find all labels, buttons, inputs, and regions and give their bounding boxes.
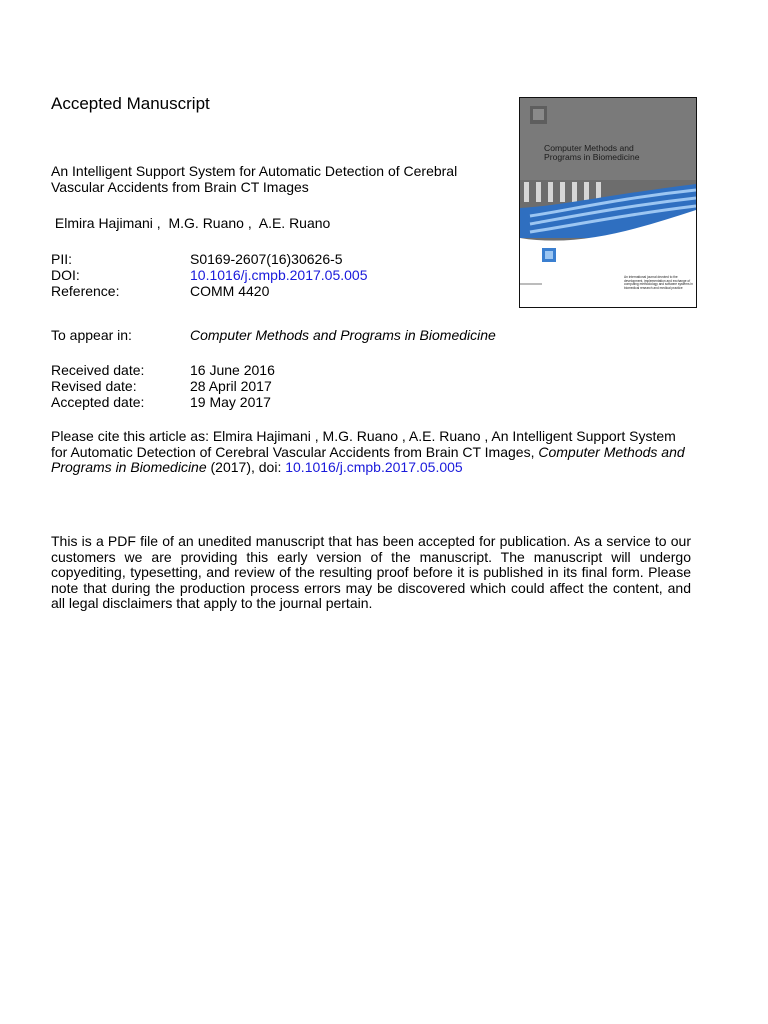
citation-journal: Computer Methods and Programs in Biomedicine: [51, 443, 685, 475]
revised-value: 28 April 2017: [190, 378, 272, 394]
doi-link[interactable]: 10.1016/j.cmpb.2017.05.005: [190, 267, 368, 283]
citation-paragraph: [51, 429, 691, 476]
article-title: An Intelligent Support System for Automatic Detection of Cerebral Vascular Accidents from Brain CT Images: [51, 163, 458, 195]
revised-label: Revised date:: [51, 378, 137, 394]
received-value: 16 June 2016: [190, 362, 275, 378]
page-heading: Accepted Manuscript: [51, 94, 210, 113]
disclaimer-paragraph: This is a PDF file of an unedited manuscript that has been accepted for publication. As a service to our customers we are providing this early version of the manuscript. The manuscript will undergo copyediting, typesetting, and review of the resulting proof before it is published in its final form. Please note that during the production process errors may be discovered which could affect the content, and all legal disclaimers that apply to the journal pertain.: [51, 533, 691, 612]
citation-middle: (2017), doi:: [206, 459, 286, 475]
citation-text: Please cite this article as: Elmira Hajimani , M.G. Ruano , A.E. Ruano , An Intelligent Support System for Automatic Detection of Cerebral Vascular Accidents from Brain CT Images,: [51, 428, 676, 460]
cover-blurb: An international journal devoted to the development, implementation and exchange of computing methodology and software systems in biomedical research and medical practice: [624, 275, 693, 290]
article-authors: Elmira Hajimani , M.G. Ruano , A.E. Ruano: [51, 215, 331, 231]
cover-title: Computer Methods and Programs in Biomedicine: [544, 143, 640, 162]
accepted-value: 19 May 2017: [190, 394, 271, 410]
pii-label: PII:: [51, 251, 73, 267]
received-label: Received date:: [51, 362, 145, 378]
pii-value: S0169-2607(16)30626-5: [190, 251, 343, 267]
accepted-label: Accepted date:: [51, 394, 145, 410]
reference-value: COMM 4420: [190, 283, 270, 299]
doi-label: DOI:: [51, 267, 80, 283]
appear-journal: Computer Methods and Programs in Biomedicine: [190, 327, 496, 343]
reference-label: Reference:: [51, 283, 120, 299]
journal-cover-image: [519, 97, 697, 308]
citation-doi-link[interactable]: 10.1016/j.cmpb.2017.05.005: [285, 459, 463, 475]
appear-label: To appear in:: [51, 327, 132, 343]
